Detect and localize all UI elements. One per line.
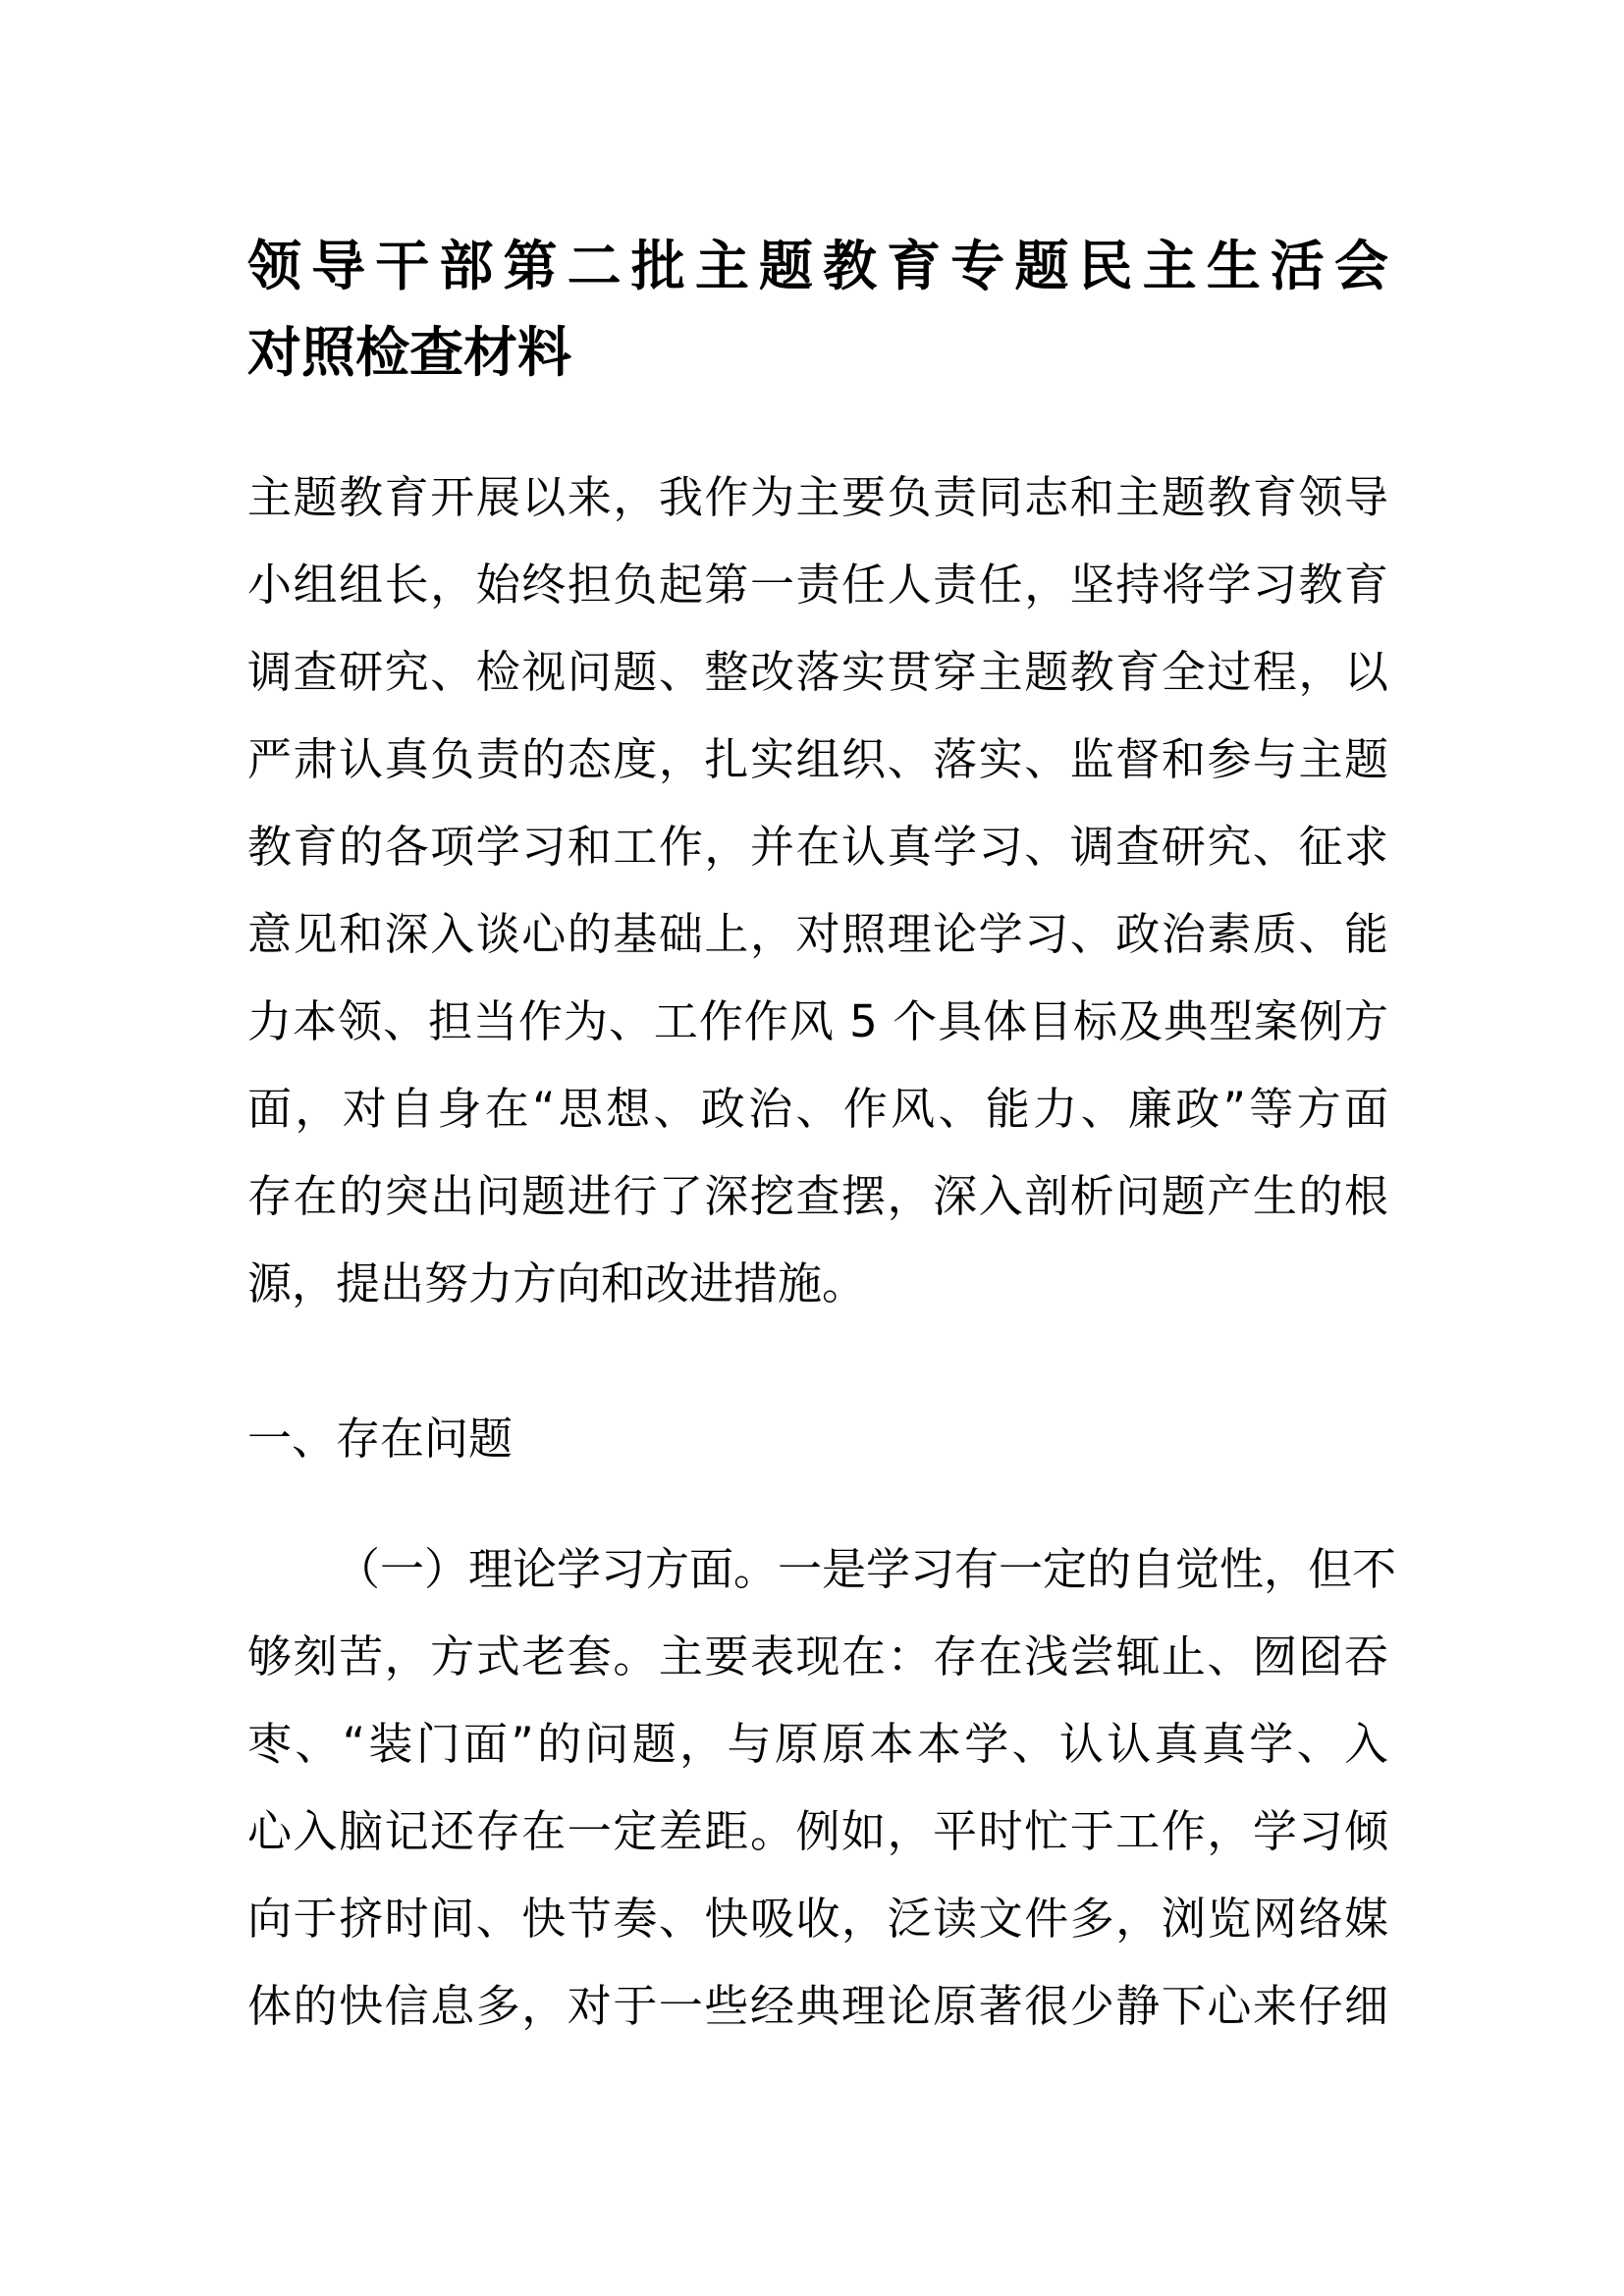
paragraph-line: 向于挤时间、快节奏、快吸收，泛读文件多，浏览网络媒 bbox=[247, 1893, 1388, 1945]
section-heading: 一、存在问题 bbox=[247, 1413, 514, 1465]
paragraph-line: 意见和深入谈心的基础上，对照理论学习、政治素质、能 bbox=[247, 908, 1388, 960]
paragraph-line: 枣、“装门面”的问题，与原原本本学、认认真真学、入 bbox=[247, 1718, 1388, 1770]
paragraph-line: 主题教育开展以来，我作为主要负责同志和主题教育领导 bbox=[247, 471, 1388, 523]
paragraph-line: 严肃认真负责的态度，扎实组织、落实、监督和参与主题 bbox=[247, 733, 1388, 785]
paragraph-line: （一）理论学习方面。一是学习有一定的自觉性，但不 bbox=[336, 1543, 1397, 1595]
document-title-line-2: 对照检查材料 bbox=[247, 321, 572, 384]
paragraph-line: 心入脑记还存在一定差距。例如，平时忙于工作，学习倾 bbox=[247, 1805, 1388, 1857]
paragraph-line: 源，提出努力方向和改进措施。 bbox=[247, 1257, 867, 1309]
paragraph-line: 调查研究、检视问题、整改落实贯穿主题教育全过程，以 bbox=[247, 646, 1388, 698]
paragraph-line: 体的快信息多，对于一些经典理论原著很少静下心来仔细 bbox=[247, 1980, 1388, 2032]
document-title-line-1: 领导干部第二批主题教育专题民主生活会 bbox=[247, 235, 1388, 297]
paragraph-line: 存在的突出问题进行了深挖查摆，深入剖析问题产生的根 bbox=[247, 1170, 1388, 1222]
paragraph-line: 够刻苦，方式老套。主要表现在：存在浅尝辄止、囫囵吞 bbox=[247, 1630, 1388, 1682]
paragraph-line: 面，对自身在“思想、政治、作风、能力、廉政”等方面 bbox=[247, 1083, 1388, 1135]
paragraph-line: 力本领、担当作为、工作作风 5 个具体目标及典型案例方 bbox=[247, 995, 1388, 1047]
paragraph-line: 小组组长，始终担负起第一责任人责任，坚持将学习教育 bbox=[247, 559, 1388, 611]
paragraph-line: 教育的各项学习和工作，并在认真学习、调查研究、征求 bbox=[247, 821, 1388, 873]
